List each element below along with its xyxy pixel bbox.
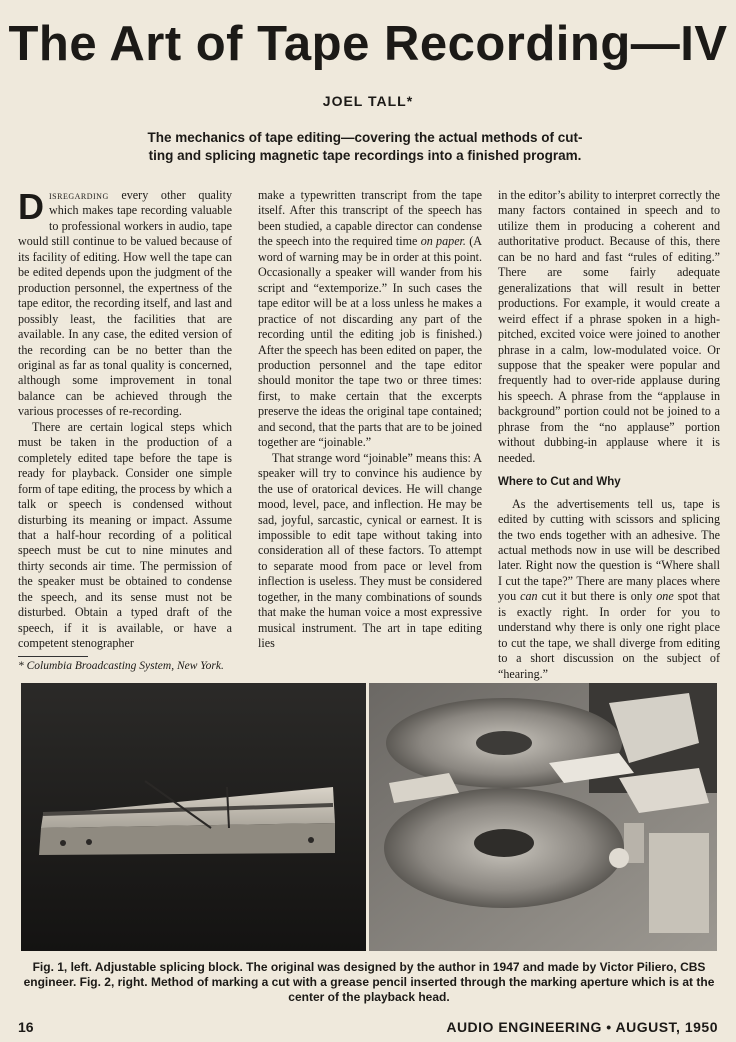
paragraph: There are certain logical steps which must be taken in the production of a completely edited tape before the tape is ready for playback. Consider one simple form of tape editing, the process by which a talk or speech is condensed without disturbing its meaning or impact. Assume that a half-hour recording of a political speech must be cut to nine minutes and thirty seconds air time. The permission of the speaker must be obtained to condense the speech, and its sense must not be disturbed. Obtain a typed draft of the speech, if it is available, or have a competent stenographer xyxy=(18,419,232,651)
text-column-2 xyxy=(258,188,482,652)
figure-1-splicing-block-photo xyxy=(21,683,366,951)
emphasis: on paper. xyxy=(420,234,466,249)
paragraph-text: As the advertisements tell us, tape is edited by cutting with scissors and splicing the two ends together with an adhesive. The actual methods now in use will be described later. Right now the question is “Where shall I cut the tape?” There are many places where you xyxy=(498,496,720,604)
author-byline: JOEL TALL* xyxy=(322,93,414,109)
drop-cap: D xyxy=(18,186,44,227)
tape-recorder-illustration xyxy=(369,683,717,951)
page-number: 16 xyxy=(18,1019,34,1035)
paragraph: in the editor’s ability to interpret correctly the many factors contained in speech and to utilize them in producing a coherent and authoritative product. Because of this, there can be no hard and fast “rules of editing.” There are some fairly adequate generalizations that will result in better productions. For example, it would create a weird effect if a phrase spoken in a high-pitched, excited voice were joined to another phrase in a calm, low-modulated voice. Or suppose that the speaker were popular and frequently had to over-ride applause during his speech. A phrase from the “applause in background” portion could not be joined to a phrase from the “no applause” portion without dubbing-in applause where it is needed. xyxy=(498,188,720,465)
footnote: * Columbia Broadcasting System, New York. xyxy=(18,659,224,672)
paragraph: That strange word “joinable” means this: A speaker will try to convince his audience by the use of oratorical devices. He will change mood, level, pace, and inflection. He may be sad, joyful, sarcastic, cynical or earnest. It is impossible to edit tape without taking into consideration all of these factors. To attempt to separate mood from pace or level from inflection is useless. They must be considered together, in the many combinations of sounds that make the human voice a most expressive musical instrument. The art in tape editing lies xyxy=(258,450,482,651)
splicing-block-illustration xyxy=(21,683,366,951)
paragraph xyxy=(18,188,232,420)
figure-caption: Fig. 1, left. Adjustable splicing block. The original was designed by the author in 1947 and made by Victor Piliero, CBS engineer. Fig. 2, right. Method of marking a cut with a grease pencil inserted through the marking aperture which is at the center of the playback head. xyxy=(23,960,715,1004)
paragraph-text: (A word of warning may be in order at this point. Occasionally a speaker will wander from his script and “extemporize.” In such cases the tape editor will be at a loss unless he makes a practice of not discarding any part of the recording until the editing job is finished.) After the speech has been edited on paper, the production personnel and the tape editor should monitor the tape two or three times: first, to make certain that the excerpts preserve the ideas the original tape contained; and second, that the parts that are to be joined together are “joinable.” xyxy=(258,234,482,450)
figure-2-tape-marking-photo xyxy=(369,683,717,951)
article-title: The Art of Tape Recording—IV xyxy=(8,17,728,71)
paragraph xyxy=(498,497,720,682)
lead-in: isregarding xyxy=(49,188,109,202)
section-heading: Where to Cut and Why xyxy=(498,476,621,489)
footnote-divider xyxy=(18,656,88,657)
article-deck xyxy=(110,129,620,165)
paragraph-text: every other quality which makes tape recording valuable to professional workers in audio, tape would still continue to be valued because of its facility of editing. How well the tape can be edited depends upon the judgment of the production personnel, the expertness of the tape editor, the recording itself, and last and possibly least, the facilities that are available. In any case, the edited version of the recording can be no better than the original as far as tonal quality is concerned, although some improvement in tonal balance can be achieved through the various processes of re-recording. xyxy=(18,188,232,419)
paragraph-text: make a typewritten transcript from the tape itself. After this transcript of the speech has been studied, a capable director can condense the speech into the required time xyxy=(258,188,482,249)
paragraph-text: cut it but there is only xyxy=(537,589,657,604)
deck-line-1: The mechanics of tape editing—covering the actual methods of cut- xyxy=(147,130,583,145)
paragraph-text: spot that is exactly right. In order for you to understand why there is only one right place to cut the tape, we shall diverge from editing to a short discussion on the subject of “hearing.” xyxy=(498,589,720,681)
running-footer: AUDIO ENGINEERING • AUGUST, 1950 xyxy=(446,1019,718,1035)
text-column-3 xyxy=(498,188,720,682)
paragraph xyxy=(258,188,482,451)
deck-line-2: ting and splicing magnetic tape recordings into a finished program. xyxy=(148,148,582,163)
emphasis: one xyxy=(656,589,674,604)
emphasis: can xyxy=(520,589,538,604)
text-column-1 xyxy=(18,188,232,673)
